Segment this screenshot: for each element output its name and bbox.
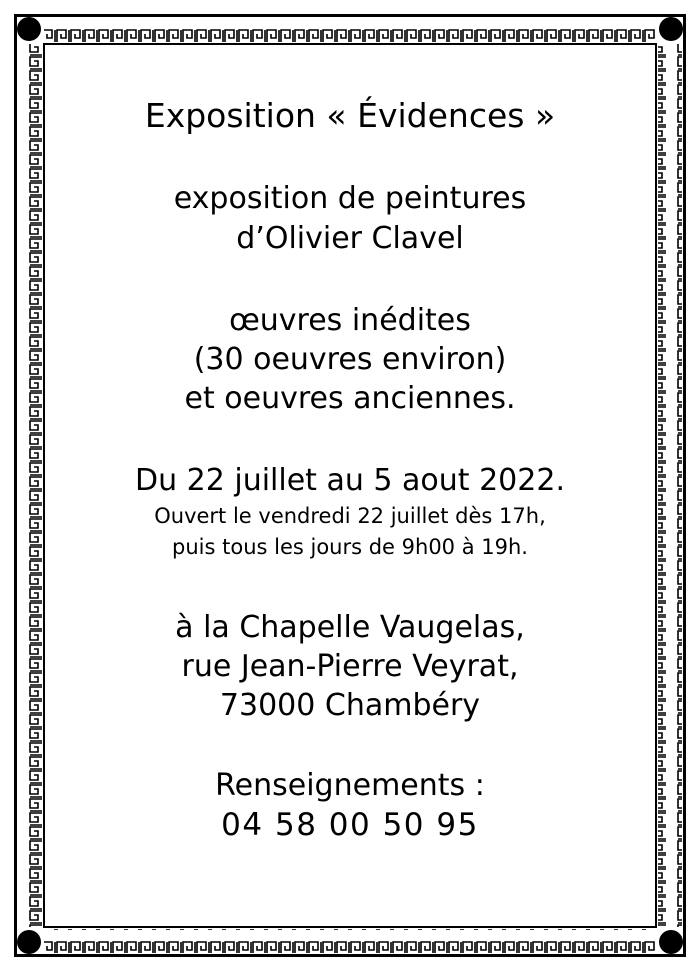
works-line-3: et oeuvres anciennes. xyxy=(184,381,516,416)
opening-hours-line-1: Ouvert le vendredi 22 juillet dès 17h, xyxy=(154,504,546,528)
opening-hours-line-2: puis tous les jours de 9h00 à 19h. xyxy=(172,535,528,559)
venue-line-1: à la Chapelle Vaugelas, xyxy=(175,610,525,645)
border-top xyxy=(44,18,656,42)
border-bottom xyxy=(44,929,656,953)
poster-title: Exposition « Évidences » xyxy=(144,96,556,135)
corner-dot-icon xyxy=(17,17,41,41)
works-line-1: œuvres inédites xyxy=(229,303,471,338)
info-label: Renseignements : xyxy=(215,768,485,803)
corner-dot-icon xyxy=(659,930,683,954)
border-left xyxy=(18,44,42,927)
border-right xyxy=(658,44,682,927)
corner-dot-icon xyxy=(17,930,41,954)
works-line-2: (30 oeuvres environ) xyxy=(193,342,507,377)
venue-line-3: 73000 Chambéry xyxy=(219,688,481,723)
exhibition-dates: Du 22 juillet au 5 aout 2022. xyxy=(135,463,565,498)
phone-number: 04 58 00 50 95 xyxy=(221,807,479,843)
subtitle-line-1: exposition de peintures xyxy=(173,181,527,216)
subtitle-line-2: d’Olivier Clavel xyxy=(236,221,464,256)
venue-line-2: rue Jean-Pierre Veyrat, xyxy=(181,649,519,684)
corner-dot-icon xyxy=(659,17,683,41)
